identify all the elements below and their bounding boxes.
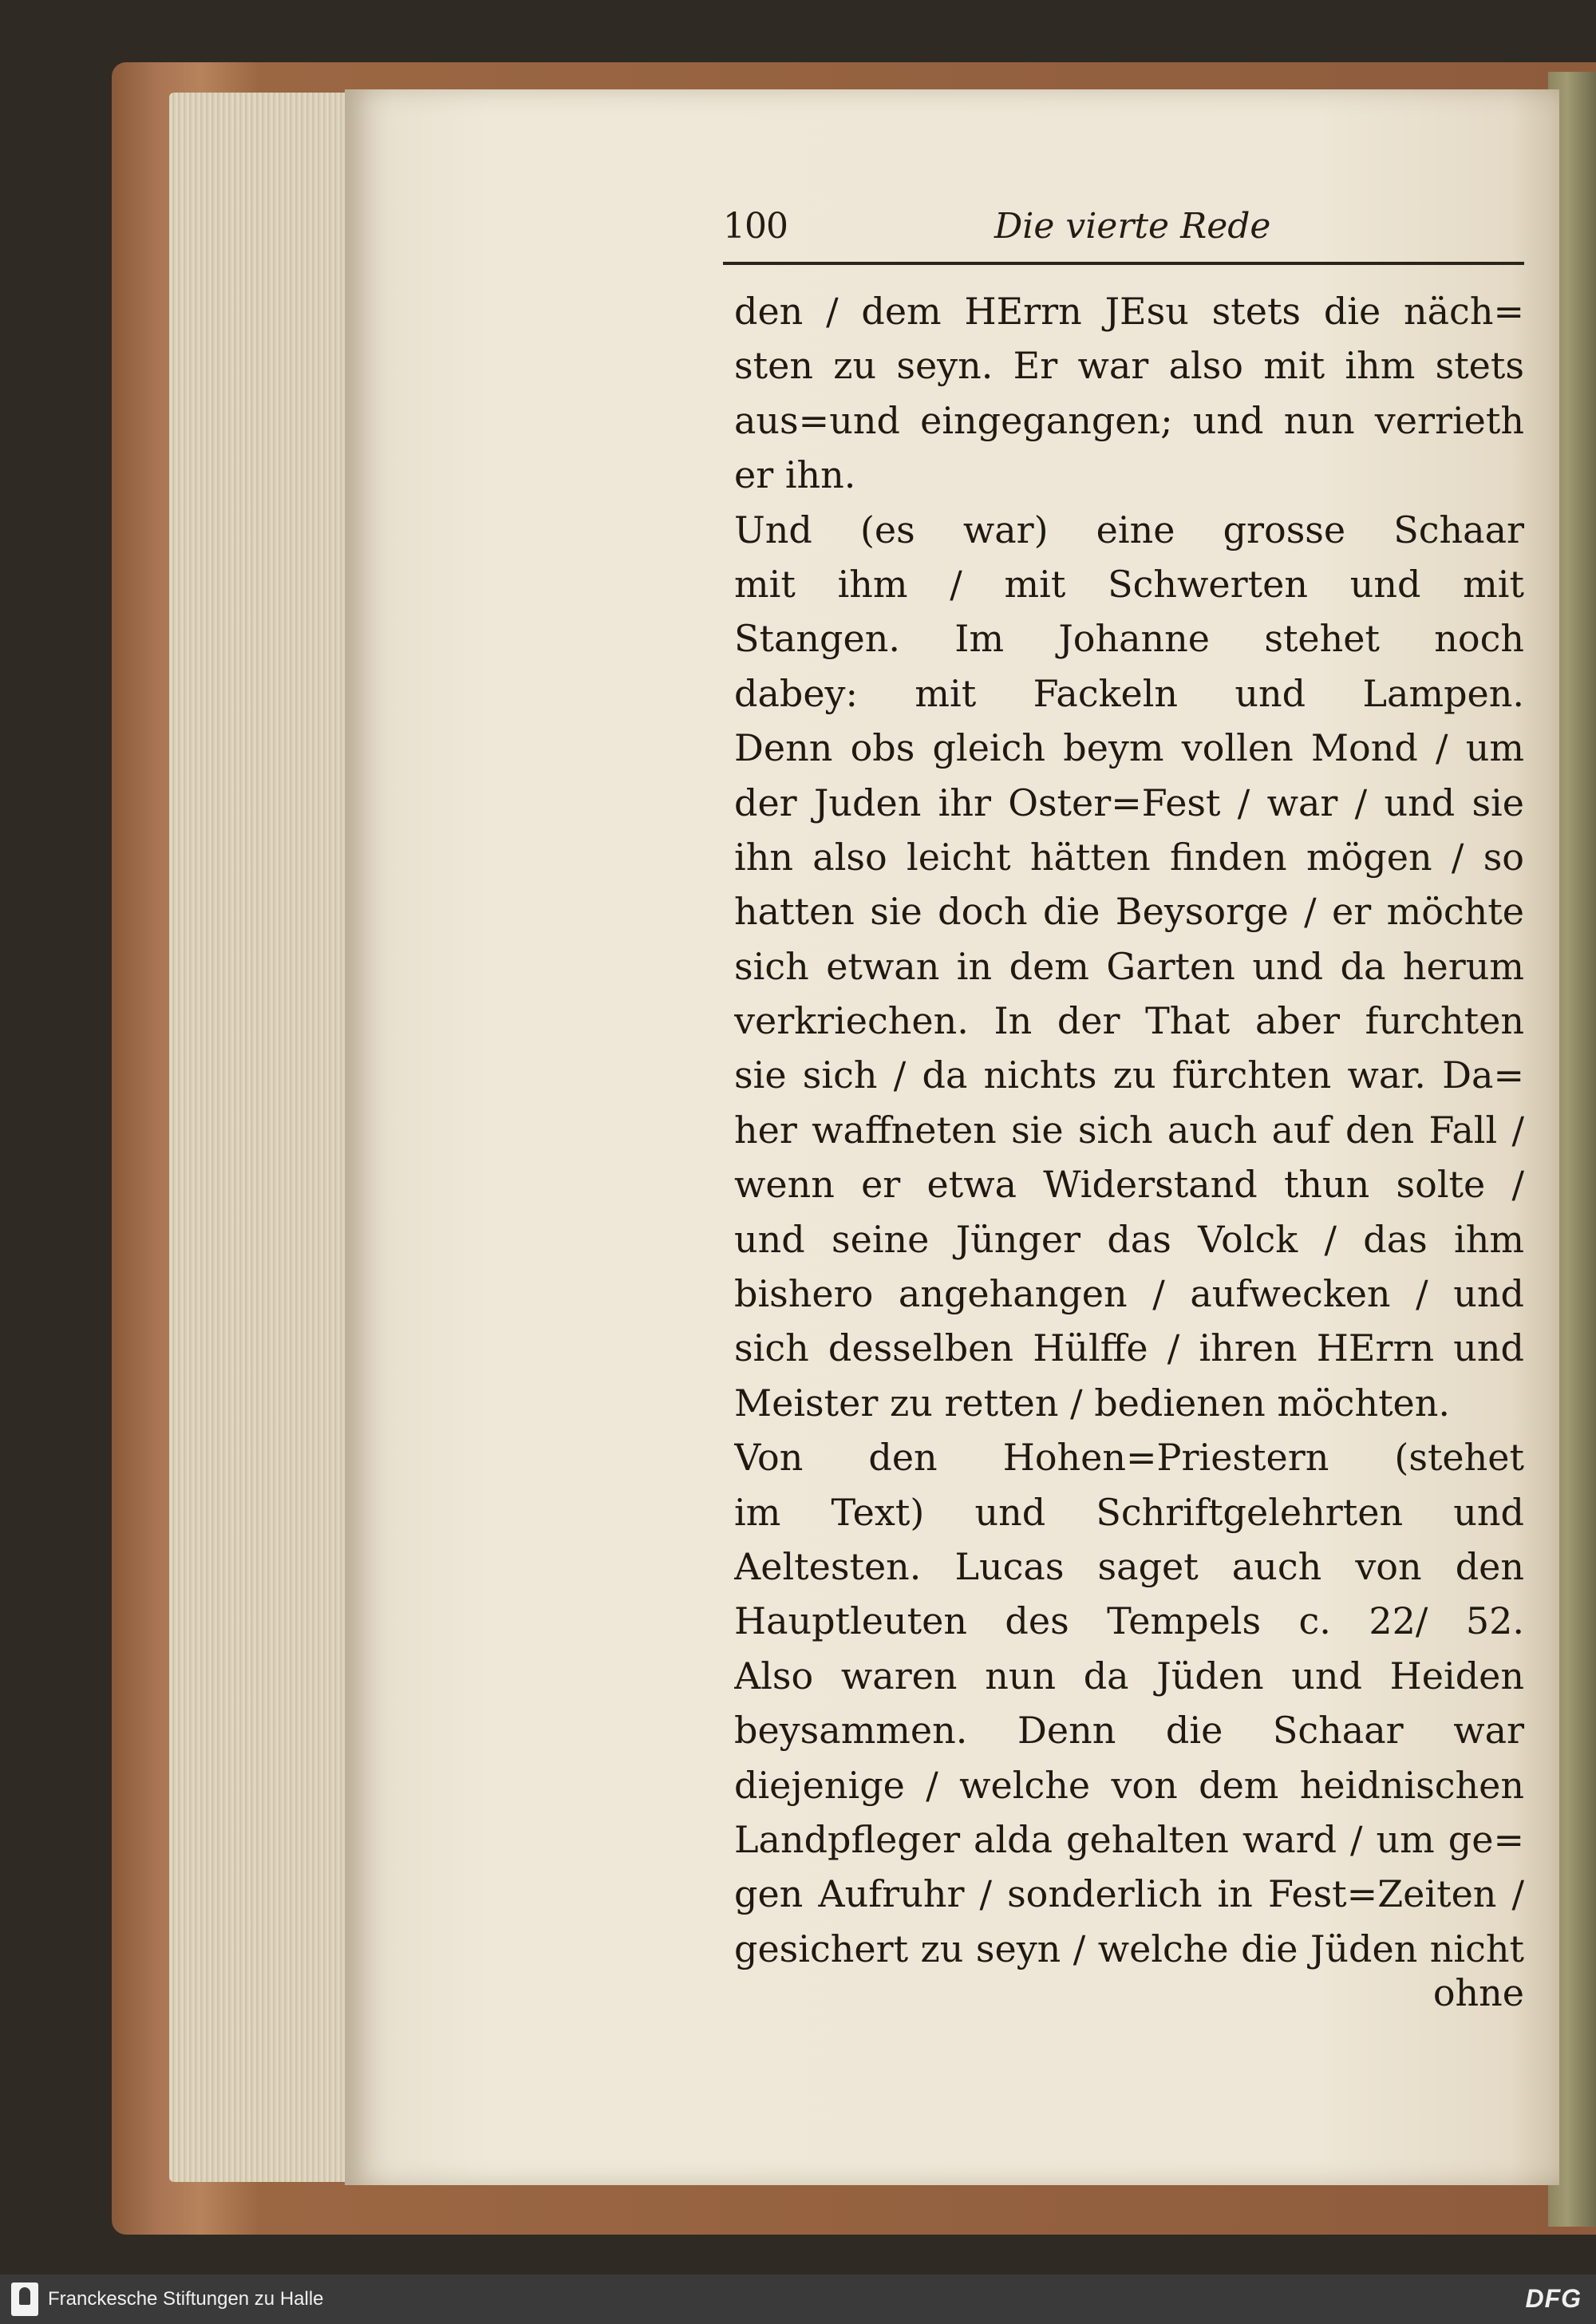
text-line: Denn obs gleich beym vollen Mond / um [734, 726, 1524, 770]
running-head [723, 206, 1524, 265]
text-line: beysammen. Denn die Schaar war [734, 1709, 1524, 1753]
text-line: Also waren nun da Jüden und Heiden [734, 1654, 1524, 1698]
text-line: im Text) und Schriftgelehrten und [734, 1490, 1524, 1534]
dfg-badge: DFG [1525, 2284, 1582, 2313]
text-line: Aeltesten. Lucas saget auch von den [734, 1544, 1524, 1588]
running-title: Die vierte Rede [994, 206, 1271, 247]
text-line: Landpfleger alda gehalten ward / um ge= [734, 1817, 1524, 1861]
text-line: bishero angehangen / aufwecken / und [734, 1272, 1524, 1316]
catchword: ohne [1432, 1971, 1524, 2014]
text-line: Von den Hohen=Priestern (stehet [734, 1436, 1524, 1480]
text-line: Meister zu retten / bedienen möchten. [734, 1381, 1451, 1425]
text-line: her waffneten sie sich auch auf den Fall / [734, 1108, 1524, 1152]
text-line: dabey: mit Fackeln und Lampen. [734, 671, 1524, 715]
page-number: 100 [723, 206, 788, 247]
text-line: gesichert zu seyn / welche die Jüden nicht [734, 1927, 1524, 1970]
page-block-edges [169, 93, 353, 2182]
text-line: diejenige / welche von dem heidnischen [734, 1763, 1524, 1807]
text-line: gen Aufruhr / sonderlich in Fest=Zeiten / [734, 1872, 1524, 1916]
text-line: sie sich / da nichts zu fürchten war. Da= [734, 1053, 1524, 1097]
text-line: sten zu seyn. Er war also mit ihm stets [734, 344, 1524, 388]
text-line: mit ihm / mit Schwerten und mit [734, 562, 1524, 606]
text-line: er ihn. [734, 453, 856, 497]
text-line: sich etwan in dem Garten und da herum [734, 944, 1524, 988]
institution-logo-icon [11, 2282, 38, 2316]
text-line: und seine Jünger das Volck / das ihm [734, 1217, 1524, 1261]
text-line: der Juden ihr Oster=Fest / war / und sie [734, 781, 1524, 824]
text-line: hatten sie doch die Beysorge / er möchte [734, 890, 1524, 934]
text-line: wenn er etwa Widerstand thun solte / [734, 1163, 1524, 1207]
footer-institution: Franckesche Stiftungen zu Halle [48, 2288, 324, 2310]
text-line: Und (es war) eine grosse Schaar [734, 508, 1524, 551]
text-line: sich desselben Hülffe / ihren HErrn und [734, 1326, 1524, 1370]
text-line: den / dem HErrn JEsu stets die näch= [734, 290, 1524, 333]
footer-bar [0, 2275, 1596, 2324]
body-text [734, 284, 1524, 1976]
text-line: aus=und eingegangen; und nun verrieth [734, 398, 1524, 442]
text-line: Hauptleuten des Tempels c. 22/ 52. [734, 1599, 1524, 1643]
text-line: verkriechen. In der That aber furchten [734, 999, 1524, 1043]
text-line: Stangen. Im Johanne stehet noch [734, 617, 1524, 661]
text-line: ihn also leicht hätten finden mögen / so [734, 835, 1524, 879]
